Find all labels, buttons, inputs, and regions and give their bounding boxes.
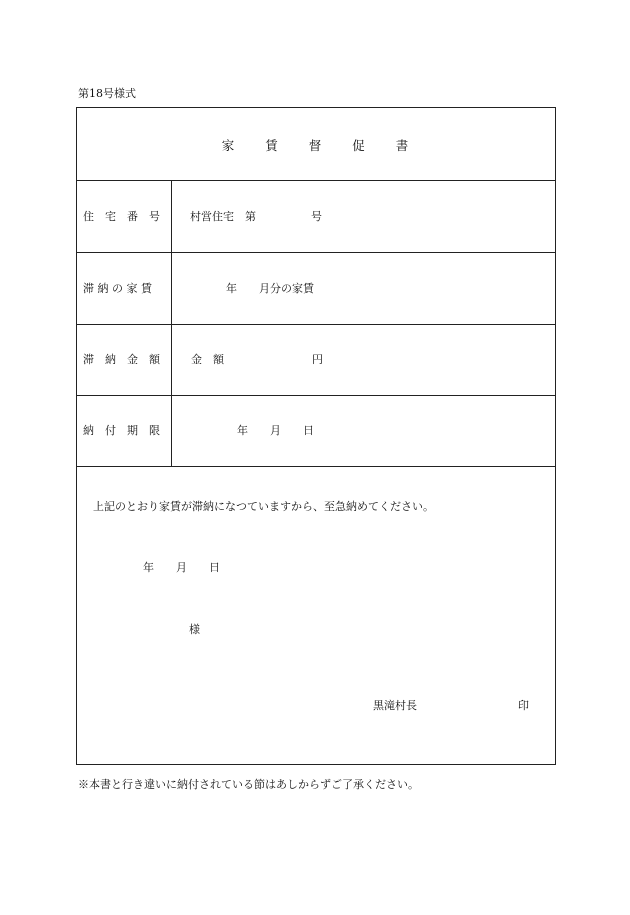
overdue-rent-value: 年 月分の家賃 — [226, 282, 314, 295]
column-divider — [171, 395, 172, 466]
footnote: ※本書と行き違いに納付されている節はあしからずご了承ください。 — [78, 778, 419, 791]
overdue-amount-row — [77, 324, 555, 396]
form-title: 家 賃 督 促 書 — [221, 138, 411, 153]
housing-number-row — [77, 181, 555, 253]
issue-date: 年 月 日 — [143, 561, 220, 574]
overdue-amount-label: 滞 納 金 額 — [83, 353, 160, 366]
column-divider — [171, 181, 172, 252]
form-number: 第18号様式 — [78, 87, 136, 100]
column-divider — [171, 253, 172, 324]
housing-number-label: 住 宅 番 号 — [83, 210, 160, 223]
overdue-amount-value: 金 額 円 — [191, 353, 323, 366]
title-row — [77, 108, 555, 181]
notice-body — [77, 466, 555, 764]
payment-deadline-value: 年 月 日 — [237, 424, 314, 437]
seal-mark: 印 — [518, 699, 529, 712]
housing-number-value: 村営住宅 第 号 — [190, 210, 322, 223]
column-divider — [171, 324, 172, 395]
payment-deadline-label: 納 付 期 限 — [83, 424, 160, 437]
rent-demand-form — [76, 107, 556, 765]
issuer-name: 黒滝村長 — [373, 699, 417, 712]
overdue-rent-row — [77, 253, 555, 325]
overdue-rent-label: 滞 納 の 家 賃 — [83, 282, 152, 295]
notice-text: 上記のとおり家賃が滞納になつていますから、至急納めてください。 — [93, 500, 434, 513]
payment-deadline-row — [77, 395, 555, 467]
addressee-honorific: 様 — [189, 623, 200, 636]
